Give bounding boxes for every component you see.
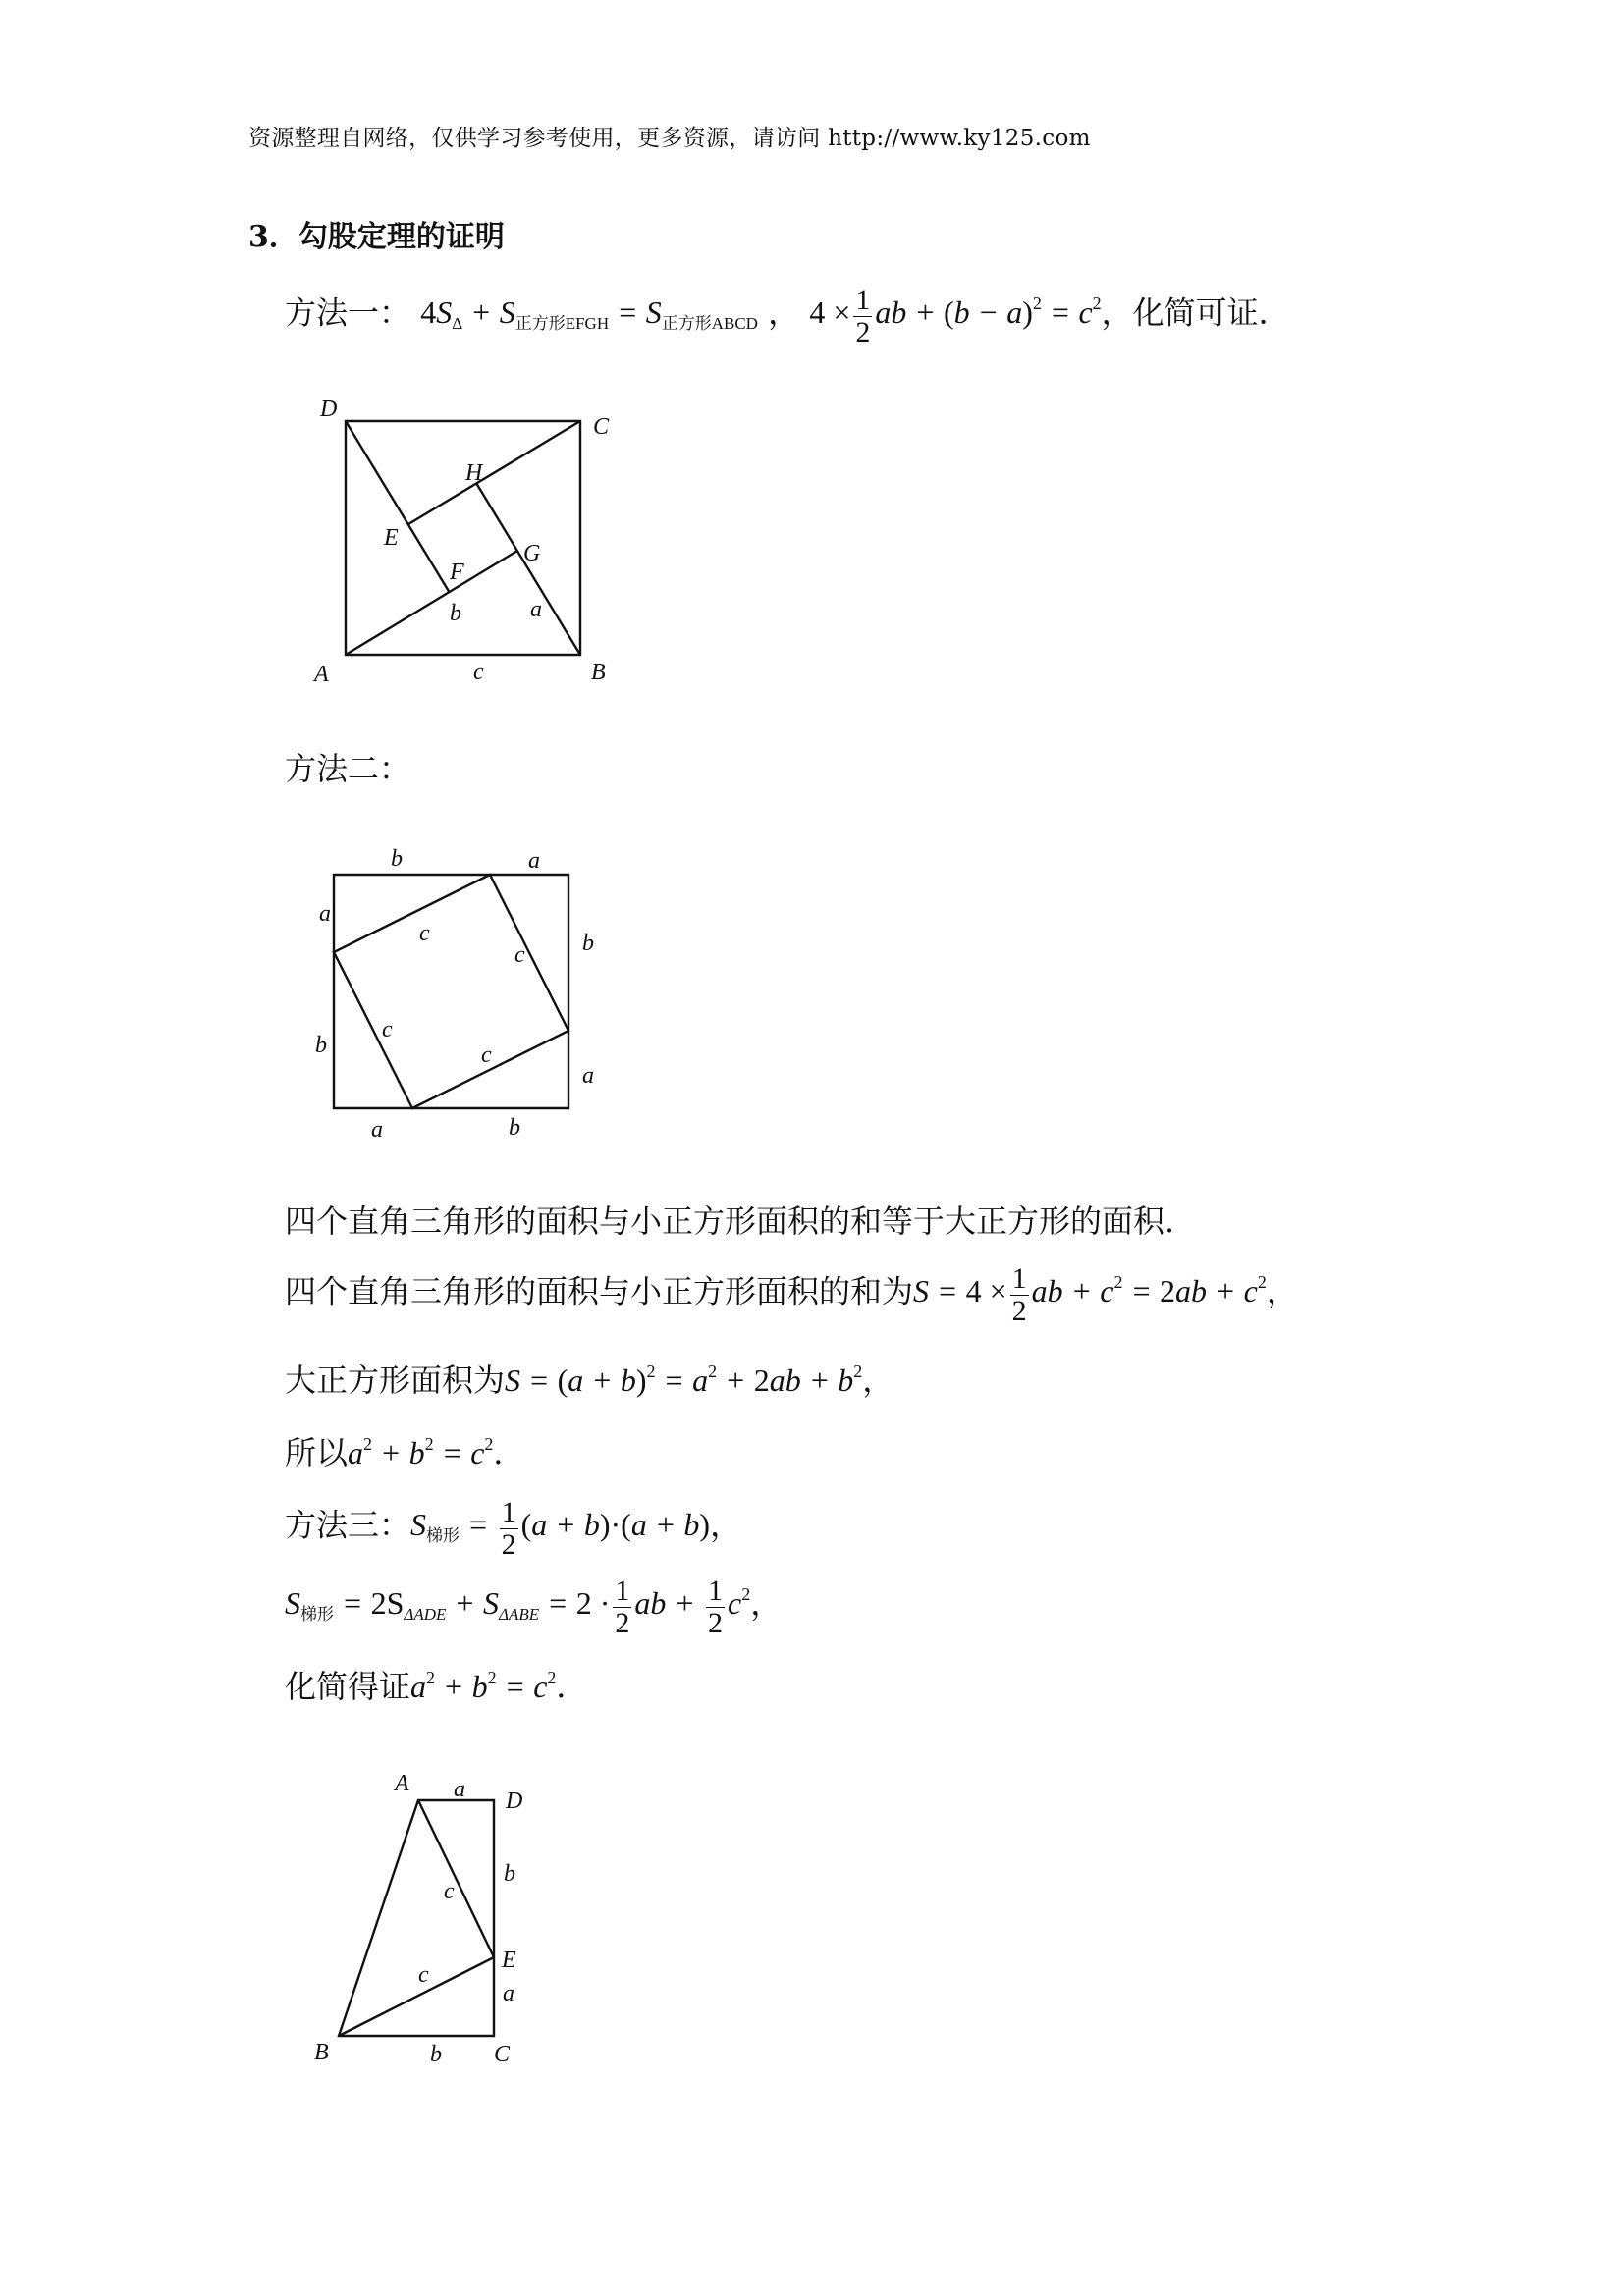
label-A: A bbox=[395, 1771, 409, 1796]
inner-square bbox=[334, 875, 568, 1108]
label-B: B bbox=[591, 660, 606, 685]
sub-small-square: 正方形EFGH bbox=[514, 314, 610, 334]
trapezoid-abcd bbox=[339, 1800, 494, 2036]
label-G: G bbox=[523, 541, 541, 566]
line-a-g bbox=[346, 551, 517, 655]
label-bottom-b: b bbox=[509, 1115, 520, 1141]
method3-line3: 化简得证$a^2 + b^2 = c^2$． bbox=[285, 1668, 588, 1705]
sub-triangle: Δ bbox=[452, 314, 463, 334]
label-C: C bbox=[593, 414, 610, 440]
label-b-bottom: b bbox=[430, 2042, 442, 2067]
method2-line2: 四个直角三角形的面积与小正方形面积的和为S = 4 × $\frac{1}{2}$ ab + $c^2 = 2ab + c^2$， bbox=[285, 1262, 1298, 1327]
label-c-upper: c bbox=[444, 1879, 455, 1904]
sub-big-square: 正方形ABCD bbox=[661, 314, 758, 334]
label-top-a: a bbox=[528, 848, 540, 874]
label-B: B bbox=[314, 2040, 329, 2065]
label-right-b: b bbox=[582, 931, 594, 956]
label-F: F bbox=[450, 560, 464, 585]
method2-line3: 大正方形面积为$S = (a + b)^2 = a^2 + 2ab + b^2$， bbox=[285, 1362, 894, 1399]
label-c-top: c bbox=[419, 921, 430, 946]
label-A: A bbox=[314, 662, 329, 687]
label-c-lower: c bbox=[418, 1962, 429, 1988]
figure-method2 bbox=[304, 834, 609, 1148]
line-c-e bbox=[408, 421, 580, 524]
section-title: 3．勾股定理的证明 bbox=[248, 220, 505, 254]
label-E: E bbox=[384, 525, 399, 551]
line-a-e bbox=[418, 1800, 494, 1957]
label-H: H bbox=[465, 460, 483, 486]
method1-formula: 方法一： $4S_\Delta + S_{正方形EFGH} = S_{正方形ABCD}$ ， 4 × $\frac{1}{2}$ ab + $(b - a)^2 = c^2$，化简可证． bbox=[285, 284, 1290, 348]
method1-tail: ，化简可证． bbox=[1101, 294, 1290, 332]
method2-line1: 四个直角三角形的面积与小正方形面积的和等于大正方形的面积. bbox=[285, 1202, 1175, 1240]
outer-square bbox=[334, 875, 568, 1108]
line-b-h bbox=[476, 483, 580, 655]
label-D: D bbox=[506, 1789, 523, 1814]
method1-label: 方法一： bbox=[285, 294, 411, 332]
label-D: D bbox=[320, 397, 338, 422]
outer-square-abcd bbox=[346, 421, 580, 655]
label-C: C bbox=[494, 2042, 511, 2067]
label-top-b: b bbox=[391, 846, 403, 872]
method2-line4: 所以$a^2 + b^2 = c^2$． bbox=[285, 1434, 525, 1471]
label-b-right: b bbox=[504, 1861, 515, 1887]
label-a-right: a bbox=[503, 1981, 514, 2006]
label-c-bottom: c bbox=[481, 1042, 492, 1068]
label-bottom-a: a bbox=[371, 1117, 383, 1143]
page-header: 资源整理自网络，仅供学习参考使用，更多资源，请访问 http://www.ky125.com bbox=[248, 126, 1091, 151]
method3-line1: 方法三：$S_{梯形}$ = $\frac{1}{2}$ (a + b)·(a + b)， bbox=[285, 1496, 742, 1561]
label-right-a: a bbox=[582, 1063, 594, 1089]
label-a: a bbox=[530, 597, 542, 622]
label-c-right: c bbox=[514, 942, 525, 968]
label-left-a: a bbox=[319, 901, 331, 927]
label-c: c bbox=[473, 660, 484, 685]
figure-method1 bbox=[304, 393, 628, 697]
line-d-f bbox=[346, 421, 450, 593]
label-E: E bbox=[502, 1948, 516, 1973]
label-c-left: c bbox=[382, 1017, 393, 1042]
label-b: b bbox=[450, 601, 461, 626]
label-a-top: a bbox=[454, 1777, 465, 1802]
label-left-b: b bbox=[315, 1033, 327, 1058]
method3-line2: $S_{梯形} = 2S\Delta ADE + S\Delta ABE = 2$ · $\frac{1}{2}$ ab + $\frac{1}{2}$ $c^2$， bbox=[285, 1575, 783, 1639]
method2-label: 方法二： bbox=[285, 750, 411, 787]
figure-method3 bbox=[295, 1747, 569, 2071]
